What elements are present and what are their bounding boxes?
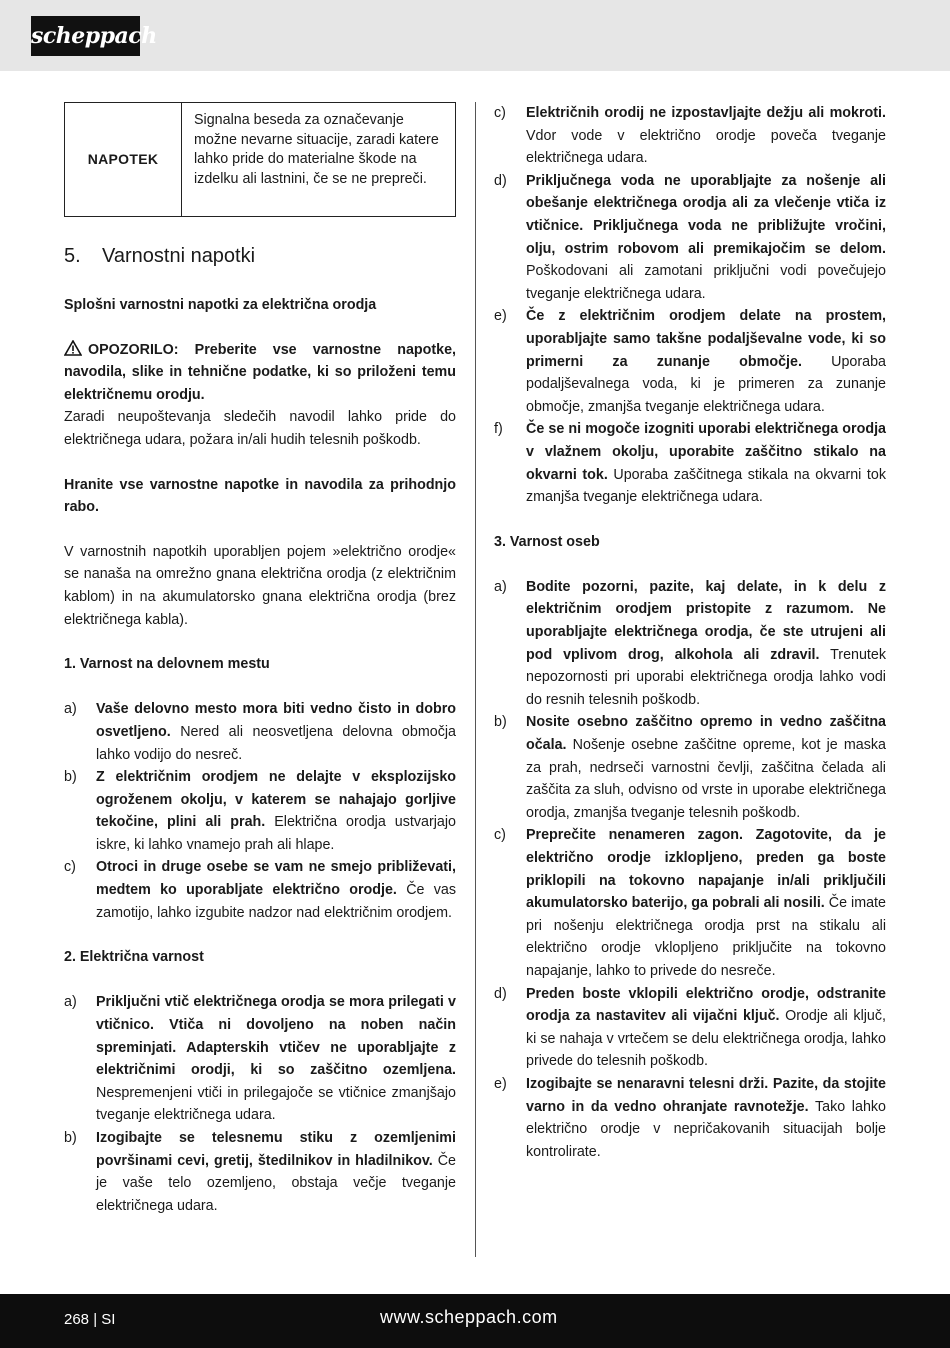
list-item [494, 824, 886, 982]
list-item [64, 991, 456, 1127]
item-bold-text: Če z električnim orodjem delate na prostem, uporabljajte samo takšne podaljševalne vode, ki so primerni za zunanje območje. [526, 308, 886, 370]
item-label: c) [64, 859, 76, 876]
item-bold-text: Izogibajte se telesnemu stiku z ozemljenimi površinami cevi, gretij, štedilnikov in hladilnikov. [96, 1130, 456, 1169]
electrical-list-right [494, 102, 886, 509]
item-label: d) [494, 172, 507, 189]
item-label: a) [64, 994, 77, 1011]
keep-note: Hranite vse varnostne napotke in navodila za prihodnjo rabo. [64, 476, 456, 516]
item-body [526, 983, 886, 1073]
item-body [526, 1073, 886, 1163]
electrical-heading: 2. Električna varnost [64, 949, 204, 966]
electrical-list-left [64, 991, 456, 1217]
item-body [526, 824, 886, 982]
right-column [494, 102, 886, 1163]
notice-text: Signalna beseda za označevanje možne nevarne situacije, zaradi katere lahko pride do materialne škode na izdelku ali lastnini, če se ne prepreči. [194, 112, 439, 187]
item-bold-text: Električnih orodij ne izpostavljajte dežju ali mokroti. [526, 105, 886, 121]
warning-triangle-icon [64, 340, 82, 356]
left-column [64, 102, 456, 1217]
notice-box [64, 102, 456, 217]
workplace-heading: 1. Varnost na delovnem mestu [64, 656, 270, 673]
item-label: a) [494, 578, 507, 595]
item-label: f) [494, 421, 503, 438]
list-item [494, 1073, 886, 1163]
scheppach-logo: scheppach [31, 16, 140, 56]
item-body [526, 305, 886, 418]
item-text: Nered ali neosvetljena delovna območja lahko vodijo do nesreč. [96, 723, 456, 763]
item-body [96, 1127, 456, 1217]
item-body [96, 856, 456, 924]
item-label: a) [64, 701, 77, 718]
notice-label: NAPOTEK [65, 103, 182, 216]
item-text: Uporaba zaščitnega stikala na okvarni tok zmanjša tveganje električnega udara. [526, 466, 886, 506]
item-bold-text: Preprečite nenameren zagon. Zagotovite, da je električno orodje izklopljeno, preden ga boste priklopili na tokovno napajanje in/ali priključili akumulatorsko baterijo, ga pobrali ali nosili. [526, 827, 886, 912]
item-body [96, 766, 456, 856]
list-item [494, 305, 886, 418]
item-label: b) [64, 1130, 77, 1146]
list-item [494, 418, 886, 508]
item-label: e) [494, 308, 507, 325]
item-label: b) [494, 714, 507, 731]
item-text: Vdor vode v električno orodje poveča tveganje električnega udara. [526, 127, 886, 167]
item-text: Če imate pri nošenju električnega orodja prst na stikalu ali električno orodje vklopljeno priključite na tokovno napajanje, lahko to privede do nesreče. [526, 895, 886, 979]
item-text: Tako lahko električno orodje v nepričakovanih situacijah bolje kontrolirate. [526, 1098, 886, 1160]
list-item [64, 1127, 456, 1217]
item-text: Poškodovani ali zamotani priključni vodi povečujejo tveganje električnega udara. [526, 263, 886, 302]
item-body [526, 418, 886, 508]
item-body [526, 576, 886, 712]
warning-text: Zaradi neupoštevanja sledečih navodil lahko pride do električnega udara, požara in/ali hudih telesnih poškodb. [64, 409, 456, 448]
item-bold-text: Priključni vtič električnega orodja se mora prilegati v vtičnico. Vtiča ni dovoljeno na noben način spreminjati. Adapterskih vtičev ne uporabljajte z električnimi orodji, ki so zaščitno ozemljena. [96, 994, 456, 1079]
list-item [494, 102, 886, 170]
page-header [0, 0, 950, 71]
item-text: Trenutek nepozornosti pri uporabi električnega orodja lahko vodi do resnih telesnih poškodb. [526, 646, 886, 708]
definition-text: V varnostnih napotkih uporabljen pojem »električno orodje« se nanaša na omrežno gnana električna orodja (z električnim kablom) in na akumulatorsko gnana električna orodja (brez električnega kabla). [64, 543, 456, 628]
section-title [64, 242, 456, 270]
item-label: c) [494, 827, 506, 844]
warning-block [64, 339, 456, 452]
item-label: c) [494, 105, 506, 121]
list-item [64, 698, 456, 766]
page-footer [0, 1294, 950, 1348]
section-number: 5. [64, 245, 81, 267]
item-bold-text: Otroci in druge osebe se vam ne smejo približevati, medtem ko uporabljate električno orodje. [96, 859, 456, 899]
item-bold-text: Priključnega voda ne uporabljajte za nošenje ali obešanje električnega orodja ali za vlečenje vtiča iz vtičnice. Priključnega voda ne približujte vročini, olju, ostrim robovom ali premikajočim se delom. [526, 172, 886, 257]
website-link[interactable]: www.scheppach.com [380, 1307, 558, 1327]
item-bold-text: Z električnim orodjem ne delajte v eksplozijsko ogroženem okolju, v katerem se nahajajo gorljive tekočine, plini ali prah. [96, 769, 456, 831]
item-text: Nošenje osebne zaščitne opreme, kot je maska za prah, nedrseči varnostni čevlji, zaščitna čelada ali zaščita za sluh, odvisno od vrste in uporabe električnega orodja, zmanjša tveganje telesnih poškodb. [526, 737, 886, 821]
item-text: Če vas zamotijo, lahko izgubite nadzor nad električnim orodjem. [96, 882, 456, 921]
item-label: e) [494, 1075, 507, 1092]
list-item [64, 856, 456, 924]
item-bold-text: Preden boste vklopili električno orodje, odstranite orodja za nastavitev ali vijačni ključ. [526, 985, 886, 1025]
warning-bold-text: OPOZORILO: Preberite vse varnostne napotke, navodila, slike in tehnične podatke, ki so priloženi temu električnemu orodju. [64, 341, 456, 403]
item-label: b) [64, 769, 77, 786]
item-bold-text: Izogibajte se nenaravni telesni drži. Pazite, da stojite varno in da vedno ohranjate ravnotežje. [526, 1075, 886, 1115]
item-text: Električna orodja ustvarjajo iskre, ki lahko vnamejo prah ali hlape. [96, 814, 456, 853]
item-bold-text: Nosite osebno zaščitno opremo in vedno zaščitna očala. [526, 714, 886, 754]
list-item [494, 170, 886, 306]
item-body [96, 698, 456, 766]
general-heading: Splošni varnostni napotki za električna orodja [64, 297, 377, 313]
item-body [526, 102, 886, 170]
workplace-list [64, 698, 456, 924]
page-number: 268 | SI [64, 1311, 116, 1328]
list-item [494, 983, 886, 1073]
item-bold-text: Vaše delovno mesto mora biti vedno čisto in dobro osvetljeno. [96, 701, 456, 740]
item-text: Uporaba podaljševalnega voda, ki je primeren za zunanje območje, zmanjša tveganje električnega udara. [526, 353, 886, 415]
item-bold-text: Če se ni mogoče izogniti uporabi električnega orodja v vlažnem okolju, uporabite zaščitno stikalo na okvarni tok. [526, 421, 886, 483]
section-title-text: Varnostni napotki [102, 245, 256, 267]
list-item [494, 576, 886, 712]
personal-heading: 3. Varnost oseb [494, 533, 600, 550]
item-text: Če je vaše telo ozemljeno, obstaja večje tveganje električnega udara. [96, 1152, 456, 1214]
item-bold-text: Bodite pozorni, pazite, kaj delate, in k delu z električnim orodjem pristopite z razumom. Ne uporabljajte električnega orodja, če ste utrujeni ali pod vplivom drog, alkohola ali zdravil. [526, 578, 886, 663]
item-body [526, 170, 886, 306]
item-body [96, 991, 456, 1127]
personal-list [494, 576, 886, 1163]
list-item [494, 711, 886, 824]
item-text: Orodje ali ključ, ki se nahaja v vrtečem se delu električnega orodja, lahko privede do telesnih poškodb. [526, 1008, 886, 1070]
list-item [64, 766, 456, 856]
item-label: d) [494, 985, 507, 1002]
item-body [526, 711, 886, 824]
column-divider [475, 102, 476, 1257]
item-text: Nespremenjeni vtiči in prilegajoče se vtičnice zmanjšajo tveganje električnega udara. [96, 1084, 456, 1124]
